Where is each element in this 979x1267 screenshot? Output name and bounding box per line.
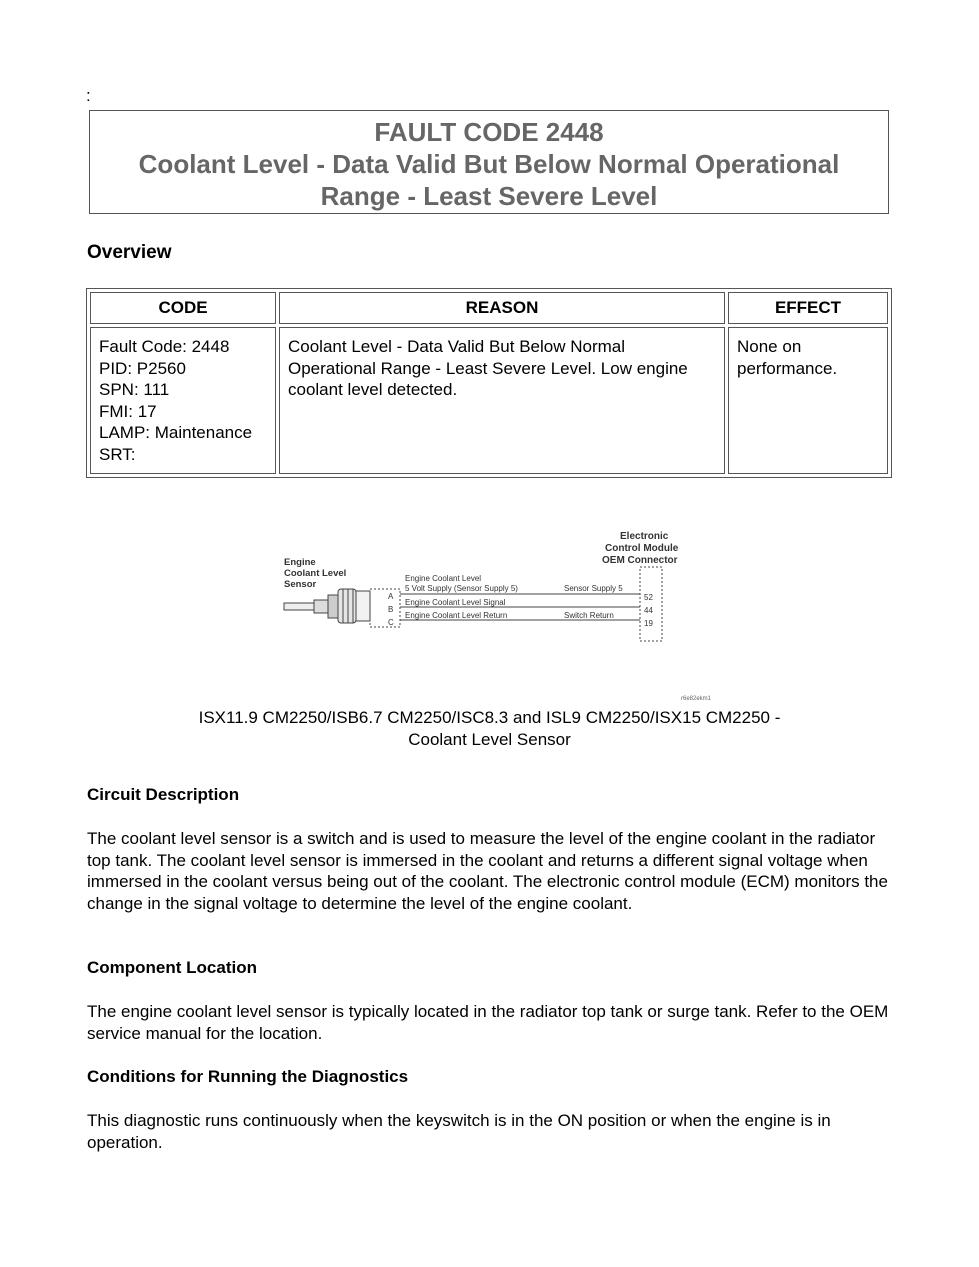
caption-line1: ISX11.9 CM2250/ISB6.7 CM2250/ISC8.3 and ISL9 CM2250/ISX15 CM2250 -	[198, 708, 781, 727]
caption-line2: Coolant Level Sensor	[408, 730, 571, 749]
coolant-level-sensor-wiring-diagram	[280, 525, 700, 690]
table-row	[90, 327, 888, 474]
diagram-reference-id: r6e82ekm1	[681, 696, 712, 702]
header-reason: REASON	[279, 292, 725, 324]
reason-cell: Coolant Level - Data Valid But Below Normal Operational Range - Least Severe Level. Low engine coolant level detected.	[279, 327, 725, 474]
conditions-heading: Conditions for Running the Diagnostics	[87, 1067, 409, 1086]
sensor-label-2: Coolant Level	[284, 568, 347, 579]
sensor-label-3: Sensor	[284, 579, 317, 590]
overview-heading: Overview	[87, 242, 172, 263]
fault-code-subtitle-line1: Coolant Level - Data Valid But Below Normal Operational	[138, 149, 840, 179]
code-line-fault-code: Fault Code: 2448	[99, 337, 230, 356]
circuit-description-heading: Circuit Description	[87, 785, 240, 804]
code-line-fmi: FMI: 17	[99, 401, 157, 421]
wire-return-right: Switch Return	[564, 611, 614, 620]
ecm-label-1: Electronic	[620, 531, 669, 542]
ecm-label-2: Control Module	[605, 543, 679, 554]
fault-code-title: FAULT CODE 2448	[374, 117, 604, 147]
header-effect: EFFECT	[728, 292, 888, 324]
ecm-label-3: OEM Connector	[602, 555, 678, 566]
ecm-pin-52: 52	[644, 593, 653, 602]
diagram-caption	[100, 707, 879, 751]
sensor-label-1: Engine	[284, 557, 316, 568]
conditions-text: This diagnostic runs continuously when the keyswitch is in the ON position or when the engine is in operation.	[87, 1111, 831, 1152]
ecm-pin-44: 44	[644, 606, 653, 615]
fault-code-title-box	[89, 110, 889, 214]
code-cell	[90, 327, 276, 474]
code-line-srt: SRT:	[99, 444, 136, 464]
wire-signal-label: Engine Coolant Level Signal	[405, 598, 506, 607]
wire-header-right: Sensor Supply 5	[564, 584, 623, 593]
component-location-heading: Component Location	[87, 958, 257, 977]
circuit-description-text: The coolant level sensor is a switch and is used to measure the level of the engine coolant in the radiator top tank. The coolant level sensor is immersed in the coolant and returns a different signal voltage when immersed in the coolant versus being out of the coolant. The electronic control module (ECM) monitors the change in the signal voltage to determine the level of the engine coolant.	[87, 829, 888, 913]
effect-cell: None on performance.	[728, 327, 888, 474]
table-header-row	[90, 292, 888, 324]
sensor-pin-a: A	[388, 592, 394, 601]
sensor-pin-b: B	[388, 605, 394, 614]
sensor-body-icon	[284, 589, 370, 623]
sensor-pin-c: C	[388, 618, 394, 627]
code-line-spn: SPN: 111	[99, 380, 170, 399]
header-code: CODE	[90, 292, 276, 324]
sensor-connector	[370, 589, 400, 627]
page-colon: :	[86, 86, 91, 105]
wire-header-1: Engine Coolant Level	[405, 574, 482, 583]
ecm-pin-19: 19	[644, 619, 653, 628]
wire-header-2: 5 Volt Supply (Sensor Supply 5)	[405, 584, 518, 593]
fault-code-table	[86, 288, 892, 478]
fault-code-subtitle-line2: Range - Least Severe Level	[320, 181, 658, 211]
code-line-lamp: LAMP: Maintenance	[99, 423, 253, 442]
code-line-pid: PID: P2560	[99, 358, 186, 378]
wire-return-label: Engine Coolant Level Return	[405, 611, 508, 620]
ecm-connector	[640, 567, 662, 641]
component-location-text: The engine coolant level sensor is typically located in the radiator top tank or surge tank. Refer to the OEM service manual for the location.	[87, 1002, 889, 1043]
